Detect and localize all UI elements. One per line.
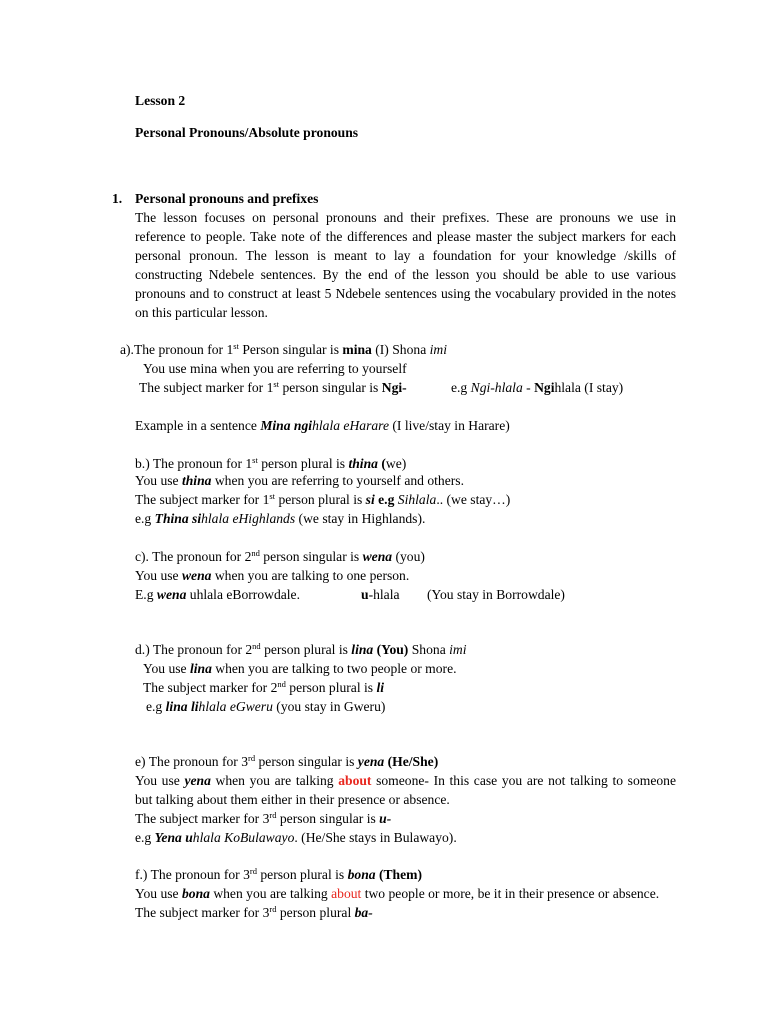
item-c-usage-line: You use wena when you are talking to one person. bbox=[135, 568, 410, 583]
item-e-pronoun-line: e) The pronoun for 3rd person singular is yena (He/She) bbox=[135, 753, 439, 769]
item-a-sentence-example: Example in a sentence Mina ngihlala eHarare (I live/stay in Harare) bbox=[135, 418, 510, 433]
item-a-marker-line: The subject marker for 1st person singular is Ngi- bbox=[139, 379, 407, 395]
item-b-usage-line: You use thina when you are referring to yourself and others. bbox=[135, 473, 464, 488]
intro-line: pronouns and to construct at least 5 Ndebele sentences using the vocabulary provided in the notes bbox=[135, 286, 676, 301]
item-d-usage-line: You use lina when you are talking to two people or more. bbox=[143, 661, 457, 676]
item-c-pronoun-line: c). The pronoun for 2nd person singular is wena (you) bbox=[135, 548, 425, 564]
lesson-subtitle: Personal Pronouns/Absolute pronouns bbox=[135, 125, 359, 140]
item-f-marker-line: The subject marker for 3rd person plural ba- bbox=[135, 904, 373, 920]
item-a-usage-line: You use mina when you are referring to yourself bbox=[143, 361, 407, 376]
section-number: 1. bbox=[112, 191, 123, 206]
item-d-sentence-example: e.g lina lihlala eGweru (you stay in Gweru) bbox=[146, 699, 386, 714]
item-d-marker-line: The subject marker for 2nd person plural is li bbox=[143, 679, 385, 695]
item-c-sentence-example: E.g wena uhlala eBorrowdale. bbox=[135, 587, 300, 602]
section-heading: Personal pronouns and prefixes bbox=[135, 191, 319, 206]
item-e-usage-line: You use yena when you are talking about someone- In this case you are not talking to someone bbox=[135, 773, 676, 788]
intro-line: personal pronoun. The lesson is meant to lay a foundation for your knowledge /skills of bbox=[135, 248, 676, 263]
item-a-pronoun-line: a).The pronoun for 1st Person singular is mina (I) Shona imi bbox=[120, 341, 447, 357]
item-e-marker-line: The subject marker for 3rd person singular is u- bbox=[135, 810, 392, 826]
lesson-title: Lesson 2 bbox=[135, 93, 186, 108]
item-c-marker-example: u-hlala bbox=[361, 587, 400, 602]
intro-line: reference to people. Take note of the differences and please master the subject markers for each bbox=[135, 229, 676, 244]
item-f-usage-line: You use bona when you are talking about two people or more, be it in their presence or absence. bbox=[135, 886, 660, 901]
item-d-pronoun-line: d.) The pronoun for 2nd person plural is lina (You) Shona imi bbox=[135, 641, 467, 657]
item-b-sentence-example: e.g Thina sihlala eHighlands (we stay in Highlands). bbox=[135, 511, 426, 526]
item-b-pronoun-line: b.) The pronoun for 1st person plural is thina (we) bbox=[135, 455, 407, 471]
item-e-usage-continued: but talking about them either in their presence or absence. bbox=[135, 792, 450, 807]
item-e-sentence-example: e.g Yena uhlala KoBulawayo. (He/She stays in Bulawayo). bbox=[135, 830, 457, 845]
intro-line: on this particular lesson. bbox=[135, 305, 268, 320]
intro-line: The lesson focuses on personal pronouns and their prefixes. These are pronouns we use in bbox=[135, 210, 676, 225]
item-c-translation: (You stay in Borrowdale) bbox=[427, 587, 565, 602]
intro-line: constructing Ndebele sentences. By the end of the lesson you should be able to use various bbox=[135, 267, 676, 282]
item-a-example-stem: e.g Ngi-hlala - Ngihlala (I stay) bbox=[451, 380, 624, 395]
item-f-pronoun-line: f.) The pronoun for 3rd person plural is bona (Them) bbox=[135, 866, 422, 882]
item-b-marker-line: The subject marker for 1st person plural is si e.g Sihlala.. (we stay…) bbox=[135, 491, 511, 507]
